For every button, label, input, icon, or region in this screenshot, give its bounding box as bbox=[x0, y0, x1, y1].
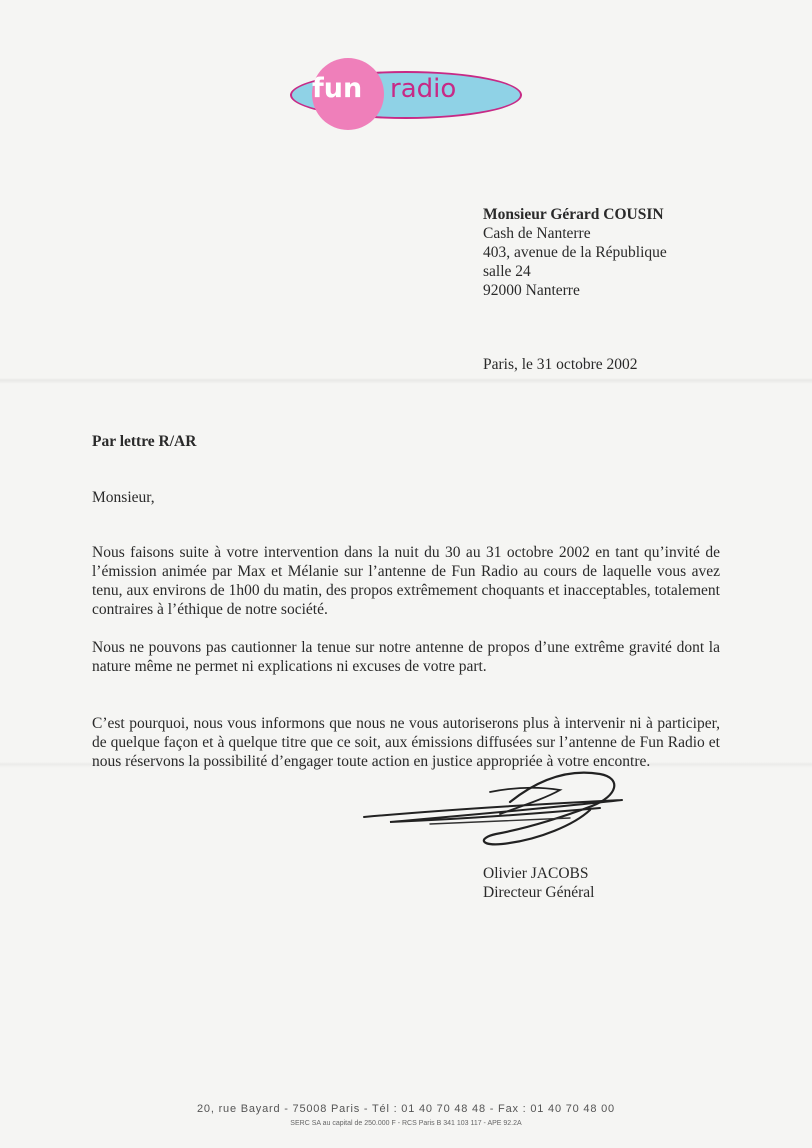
recipient-line-4: 92000 Nanterre bbox=[483, 282, 580, 299]
fun-radio-logo bbox=[290, 58, 524, 130]
salutation: Monsieur, bbox=[92, 489, 155, 506]
logo-text-radio: radio bbox=[390, 74, 457, 104]
recipient-line-2: 403, avenue de la République bbox=[483, 244, 667, 261]
logo-text-fun: fun bbox=[312, 73, 363, 104]
recipient-line-1: Cash de Nanterre bbox=[483, 225, 591, 242]
signatory-block bbox=[483, 864, 594, 902]
letter-reference: Par lettre R/AR bbox=[92, 433, 197, 450]
signatory-name: Olivier JACOBS bbox=[483, 865, 589, 882]
footer-address: 20, rue Bayard - 75008 Paris - Tél : 01 40 70 48 48 - Fax : 01 40 70 48 00 bbox=[197, 1103, 615, 1115]
body-paragraph-2: Nous ne pouvons pas cautionner la tenue sur notre antenne de propos d’une extrême gravité dont la nature même ne permet ni explications ni excuses de votre part. bbox=[92, 639, 720, 675]
body-paragraph-3: C’est pourquoi, nous vous informons que nous ne vous autoriserons plus à intervenir ni à participer, de quelque façon et à quelque titre que ce soit, aux émissions diffusées sur l’antenne de Fun Radio et nous réservons la possibilité d’engager toute action en justice appropriée à votre encontre. bbox=[92, 715, 720, 770]
recipient-line-3: salle 24 bbox=[483, 263, 531, 280]
recipient-address bbox=[483, 205, 667, 300]
letter-date: Paris, le 31 octobre 2002 bbox=[483, 356, 638, 373]
body-paragraph-1: Nous faisons suite à votre intervention dans la nuit du 30 au 31 octobre 2002 en tant qu’invité de l’émission animée par Max et Mélanie sur l’antenne de Fun Radio au cours de laquelle vous avez tenu, aux environs de 1h00 du matin, des propos extrêmement choquants et inacceptables, totalement contraires à l’éthique de notre société. bbox=[92, 544, 720, 618]
recipient-name: Monsieur Gérard COUSIN bbox=[483, 206, 664, 223]
signatory-title: Directeur Général bbox=[483, 884, 595, 901]
handwritten-signature bbox=[360, 762, 630, 857]
footer-legal: SERC SA au capital de 250.000 F - RCS Paris B 341 103 117 - APE 92.2A bbox=[290, 1120, 522, 1127]
